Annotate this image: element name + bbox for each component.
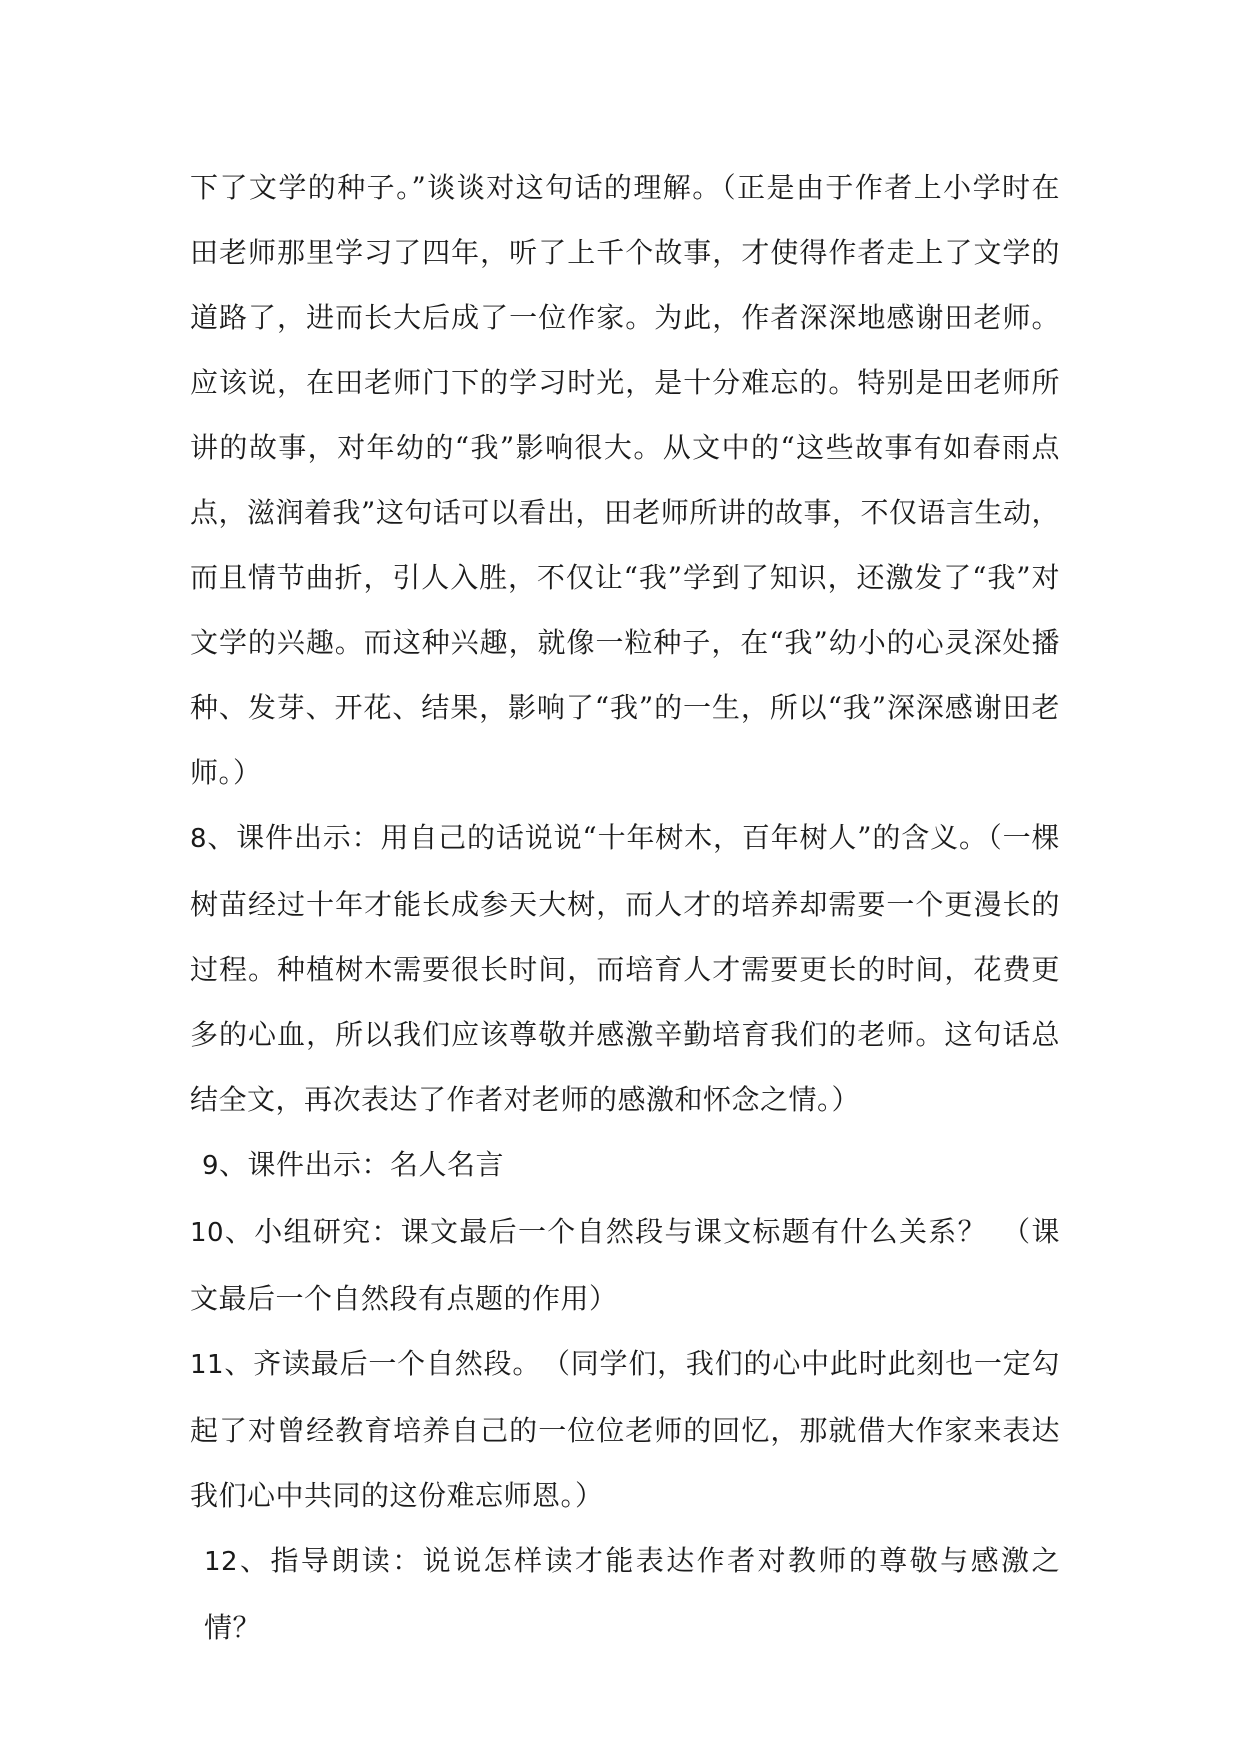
paragraph-text: 、课件出示：名人名言 [219,1148,505,1181]
item-number: 9 [202,1151,220,1181]
paragraph-text: 、小组研究：课文最后一个自然段与课文标题有什么关系？ （课文最后一个自然段有点题的作用） [190,1215,1060,1315]
paragraph-text: 下了文学的种子。”谈谈对这句话的理解。（正是由于作者上小学时在田老师那里学习了四年，听了上千个故事，才使得作者走上了文学的道路了，进而长大后成了一位作家。为此，作者深深地感谢田老师。应该说，在田老师门下的学习时光，是十分难忘的。特别是田老师所讲的故事，对年幼的“我”影响很大。从文中的“这些故事有如春雨点点，滋润着我”这句话可以看出，田老师所讲的故事，不仅语言生动，而且情节曲折，引人入胜，不仅让“我”学到了知识，还激发了“我”对文学的兴趣。而这种兴趣，就像一粒种子，在“我”幼小的心灵深处播种、发芽、开花、结果，影响了“我”的一生，所以“我”深深感谢田老师。） [190,171,1060,789]
paragraph-text: 、指导朗读：说说怎样读才能表达作者对教师的尊敬与感激之情？ [204,1544,1060,1644]
paragraph-item-10 [190,1199,1060,1331]
paragraph-item-11 [190,1331,1060,1528]
paragraph-text: 、课件出示：用自己的话说说“十年树木，百年树人”的含义。（一棵树苗经过十年才能长成参天大树，而人才的培养却需要一个更漫长的过程。种植树木需要很长时间，而培育人才需要更长的时间，花费更多的心血，所以我们应该尊敬并感激辛勤培育我们的老师。这句话总结全文，再次表达了作者对老师的感激和怀念之情。） [190,821,1060,1116]
paragraph-continuation [190,155,1060,805]
item-number: 8 [190,824,208,854]
document-body [190,155,1060,1660]
paragraph-item-12 [190,1528,1060,1660]
paragraph-text: 、齐读最后一个自然段。 （同学们，我们的心中此时此刻也一定勾起了对曾经教育培养自己的一位位老师的回忆，那就借大作家来表达我们心中共同的这份难忘师恩。） [190,1347,1060,1512]
item-number: 10 [190,1218,225,1248]
item-number: 12 [204,1547,239,1577]
paragraph-item-9 [190,1132,1060,1199]
item-number: 11 [190,1350,225,1380]
paragraph-item-8 [190,805,1060,1132]
